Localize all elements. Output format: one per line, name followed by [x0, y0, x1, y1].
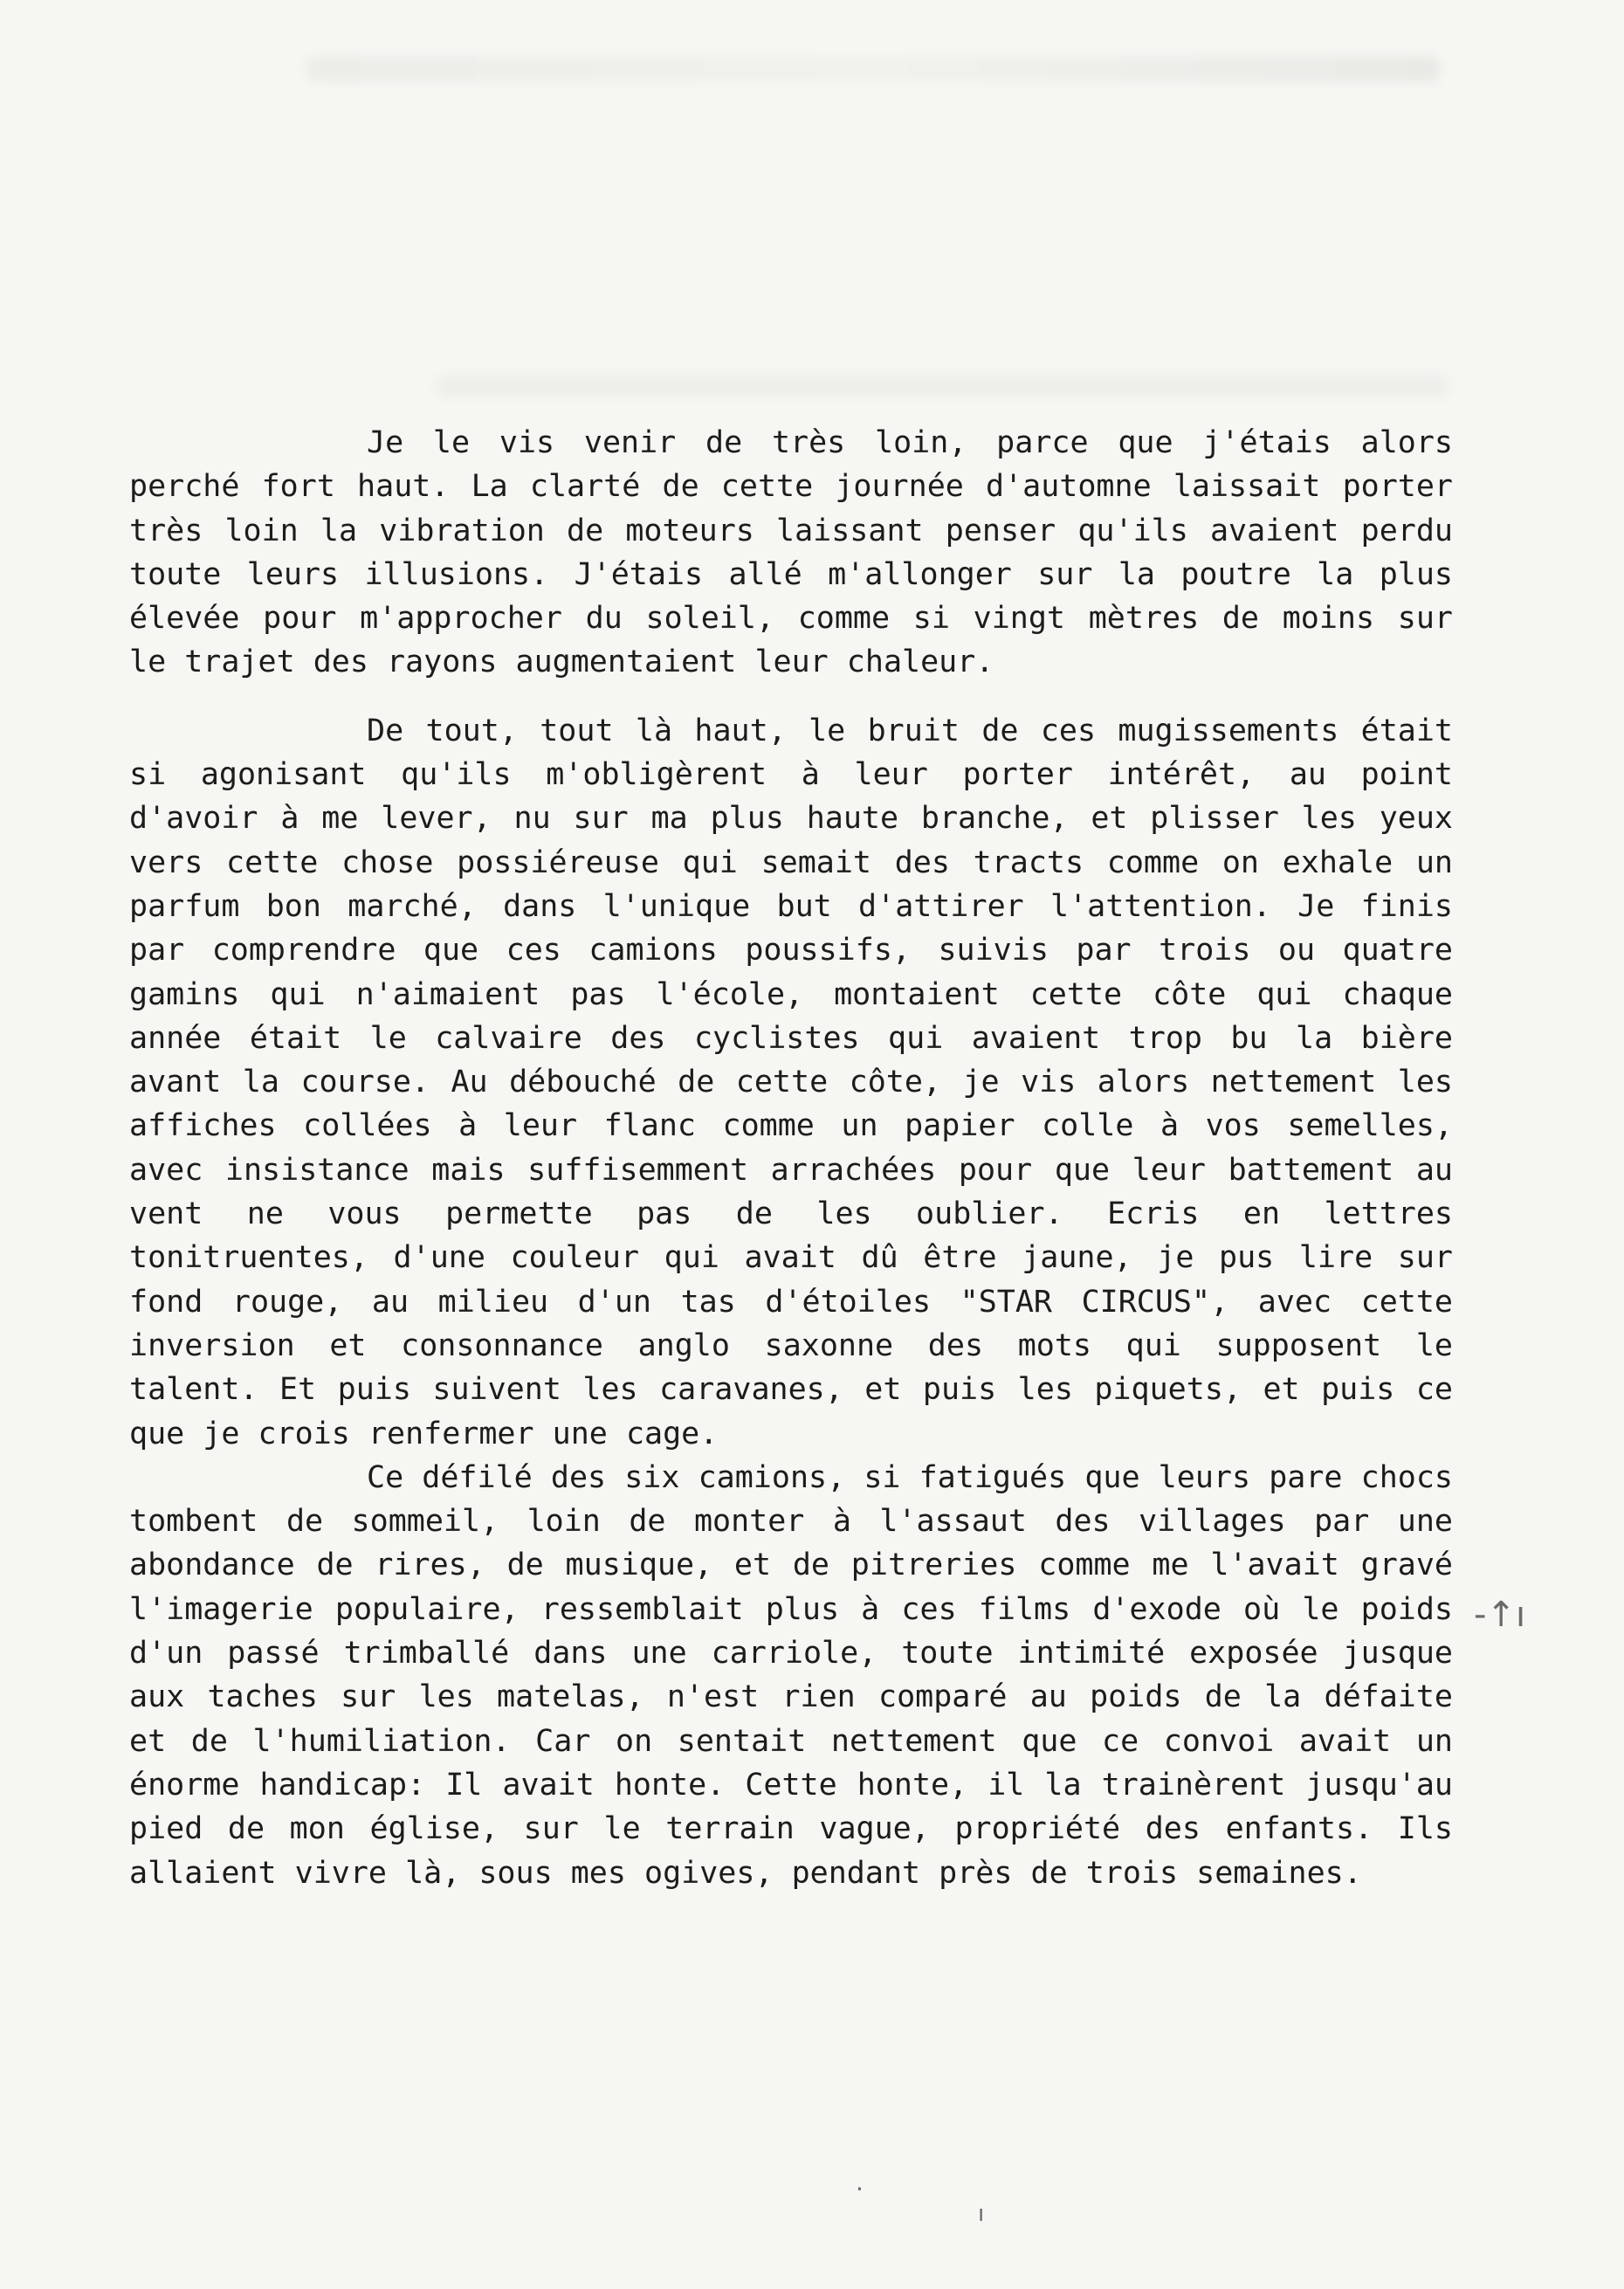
paragraph-3: Ce défilé des six camions, si fatigués que leurs pare chocs tombent de sommeil, loin de monter à l'assaut des villages par une abondance de rires, de musique, et de pitreries comme me l'avait gravé l'imagerie populaire, ressemblait plus à ces films d'exode où le poids d'un passé trimballé dans une carriole, toute intimité exposée jusque aux taches sur les matelas, n'est rien comparé au poids de la défaite et de l'humiliation. Car on sentait nettement que ce convoi avait un énorme handicap: Il avait honte. Cette honte, il la trainèrent jusqu'au pied de mon église, sur le terrain vague, propriété des enfants. Ils allaient vivre là, sous mes ogives, pendant près de trois semaines.: [129, 1459, 1453, 1891]
paragraph-1: Je le vis venir de très loin, parce que j'étais alors perché fort haut. La clarté de cette journée d'automne laissait porter très loin la vibration de moteurs laissant penser qu'ils avaient perdu toute leurs illusions. J'étais allé m'allonger sur la poutre la plus élevée pour m'approcher du soleil, comme si vingt mètres de moins sur le trajet des rayons augmentaient leur chaleur.: [129, 425, 1453, 680]
bleed-through-shadow: [437, 376, 1449, 396]
bleed-through-shadow: [306, 56, 1441, 82]
body-text: [129, 421, 1453, 1895]
margin-pen-mark: -↑ı: [1474, 1595, 1526, 1635]
margin-pen-mark: ı: [978, 2201, 985, 2227]
paragraph-2: De tout, tout là haut, le bruit de ces mugissements était si agonisant qu'ils m'obligèrent à leur porter intérêt, au point d'avoir à me lever, nu sur ma plus haute branche, et plisser les yeux vers cette chose possiéreuse qui semait des tracts comme on exhale un parfum bon marché, dans l'unique but d'attirer l'attention. Je finis par comprendre que ces camions poussifs, suivis par trois ou quatre gamins qui n'aimaient pas l'école, montaient cette côte qui chaque année était le calvaire des cyclistes qui avaient trop bu la bière avant la course. Au débouché de cette côte, je vis alors nettement les affiches collées à leur flanc comme un papier colle à vos semelles, avec insistance mais suffisemment arrachées pour que leur battement au vent ne vous permette pas de les oublier. Ecris en lettres tonitruentes, d'une couleur qui avait dû être jaune, je pus lire sur fond rouge, au milieu d'un tas d'étoiles "STAR CIRCUS", avec cette inversion et consonnance anglo saxonne des mots qui supposent le talent. Et puis suivent les caravanes, et puis les piquets, et puis ce que je crois renfermer une cage.: [129, 713, 1453, 1451]
margin-pen-mark: ·: [856, 2175, 864, 2203]
